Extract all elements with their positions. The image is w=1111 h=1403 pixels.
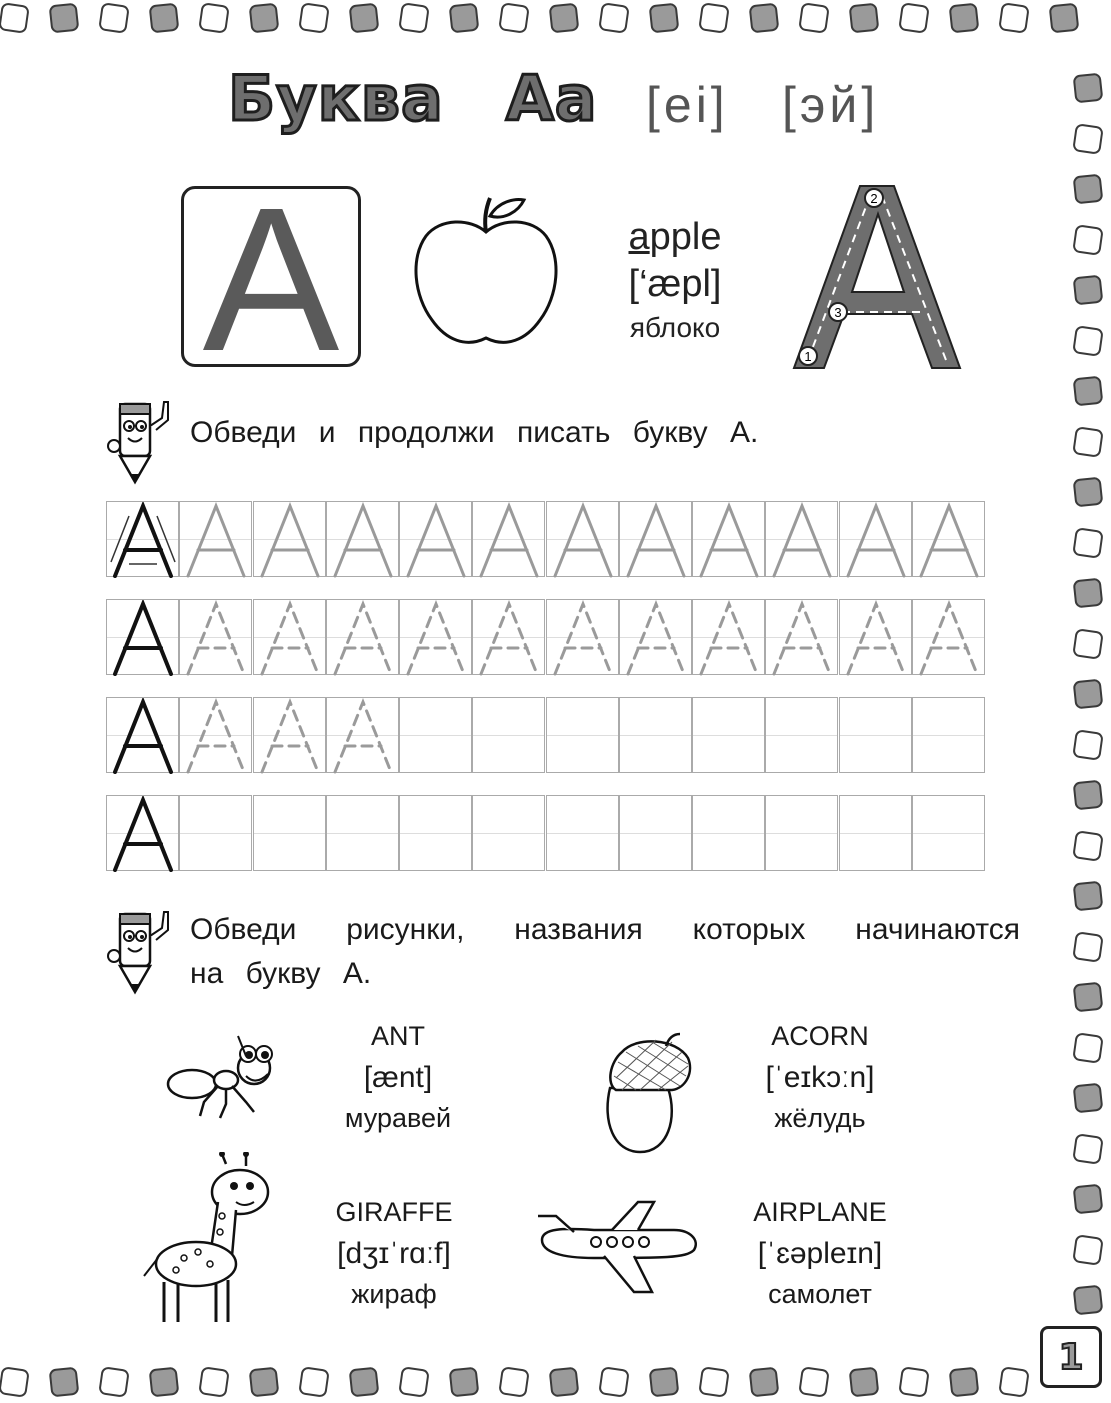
writing-cell[interactable]	[912, 697, 985, 773]
border-square-empty	[98, 2, 130, 34]
border-square-filled	[1073, 477, 1104, 508]
border-square-empty	[98, 1366, 130, 1398]
apple-icon	[410, 192, 562, 352]
writing-cell[interactable]	[546, 599, 619, 675]
border-square-empty	[0, 2, 30, 34]
task2-word: названия	[514, 913, 643, 946]
border-square-empty	[1072, 1234, 1104, 1266]
border-square-empty	[898, 2, 930, 34]
border-square-filled	[949, 1367, 980, 1398]
picture-word: AIRPLANE	[753, 1197, 887, 1227]
pencil-mascot-icon	[104, 906, 178, 996]
title-phonetic-ru: [эй]	[782, 77, 880, 133]
writing-cell[interactable]	[399, 599, 472, 675]
writing-cell[interactable]	[765, 501, 838, 577]
picture-word: ANT	[371, 1021, 425, 1051]
border-square-empty	[1072, 325, 1104, 357]
task2-line1	[190, 908, 1020, 952]
trace-letter-dashed	[620, 600, 693, 676]
border-square-filled	[849, 1367, 880, 1398]
task2-line2: на букву А.	[190, 957, 372, 990]
border-square-filled	[349, 3, 380, 34]
writing-cell[interactable]	[619, 599, 692, 675]
task2-word: начинаются	[855, 913, 1020, 946]
picture-transcription: [ænt]	[363, 1061, 433, 1094]
border-square-filled	[49, 1367, 80, 1398]
writing-cell[interactable]	[399, 795, 472, 871]
border-square-filled	[1073, 780, 1104, 811]
writing-cell[interactable]	[546, 501, 619, 577]
border-square-empty	[998, 1366, 1030, 1398]
border-square-filled	[1073, 881, 1104, 912]
trace-letter-dashed	[840, 600, 913, 676]
trace-letter-dashed	[693, 600, 766, 676]
border-square-filled	[1073, 275, 1104, 306]
acorn-icon[interactable]	[596, 1032, 696, 1156]
writing-cell[interactable]	[106, 501, 179, 577]
stroke-number: 1	[804, 349, 812, 364]
title-letter: Aa	[505, 62, 598, 135]
writing-cell[interactable]	[765, 599, 838, 675]
writing-cell[interactable]	[546, 697, 619, 773]
trace-letter-dashed	[180, 698, 253, 774]
picture-label-airplane	[720, 1192, 920, 1315]
border-square-filled	[749, 1367, 780, 1398]
border-square-empty	[0, 1366, 30, 1398]
border-square-filled	[149, 1367, 180, 1398]
border-square-empty	[398, 1366, 430, 1398]
border-square-filled	[249, 3, 280, 34]
stroke-order-letter	[790, 184, 962, 370]
border-square-filled	[49, 3, 80, 34]
trace-letter	[547, 502, 620, 578]
writing-cell[interactable]	[472, 697, 545, 773]
page-number: 1	[1040, 1326, 1102, 1388]
big-letter-card	[181, 186, 361, 367]
model-letter	[107, 600, 180, 676]
trace-letter	[840, 502, 913, 578]
trace-letter	[620, 502, 693, 578]
trace-letter-dashed	[766, 600, 839, 676]
border-square-empty	[1072, 931, 1104, 963]
writing-cell[interactable]	[692, 697, 765, 773]
writing-row	[106, 697, 985, 773]
border-square-empty	[498, 1366, 530, 1398]
border-square-empty	[698, 2, 730, 34]
border-square-empty	[598, 2, 630, 34]
intro-word	[600, 214, 750, 260]
task1-instruction: Обведи и продолжи писать букву А.	[190, 416, 759, 449]
border-square-filled	[1073, 1184, 1104, 1215]
trace-letter-dashed	[254, 600, 327, 676]
trace-letter	[327, 502, 400, 578]
writing-cell[interactable]	[326, 697, 399, 773]
writing-cell[interactable]	[399, 697, 472, 773]
task2-word: Обведи	[190, 913, 297, 946]
trace-letter	[254, 502, 327, 578]
writing-cell[interactable]	[692, 795, 765, 871]
border-square-filled	[149, 3, 180, 34]
border-square-filled	[1049, 3, 1080, 34]
stroke-number: 3	[834, 305, 842, 320]
ant-icon[interactable]	[160, 1032, 282, 1120]
writing-cell[interactable]	[106, 795, 179, 871]
writing-cell[interactable]	[839, 501, 912, 577]
picture-label-acorn	[720, 1016, 920, 1139]
border-square-empty	[598, 1366, 630, 1398]
picture-transcription: [ˈeɪkɔːn]	[765, 1061, 875, 1094]
writing-cell[interactable]	[912, 501, 985, 577]
writing-cell[interactable]	[326, 501, 399, 577]
writing-cell[interactable]	[619, 795, 692, 871]
border-square-empty	[698, 1366, 730, 1398]
intro-word-first-letter: a	[628, 216, 650, 258]
writing-cell[interactable]	[619, 697, 692, 773]
border-square-filled	[849, 3, 880, 34]
writing-cell[interactable]	[912, 599, 985, 675]
page-title	[228, 62, 598, 135]
border-square-filled	[1073, 982, 1104, 1013]
writing-cell[interactable]	[179, 795, 252, 871]
trace-letter	[180, 502, 253, 578]
writing-cell[interactable]	[253, 599, 326, 675]
writing-row	[106, 599, 985, 675]
model-letter	[107, 796, 180, 872]
stroke-number: 2	[870, 191, 878, 206]
border-square-filled	[1073, 578, 1104, 609]
writing-cell[interactable]	[326, 599, 399, 675]
task2-word: рисунки,	[346, 913, 465, 946]
writing-cell[interactable]	[619, 501, 692, 577]
trace-letter	[473, 502, 546, 578]
writing-cell[interactable]	[765, 795, 838, 871]
pencil-mascot-icon	[104, 396, 178, 486]
writing-cell[interactable]	[765, 697, 838, 773]
border-square-empty	[898, 1366, 930, 1398]
intro-transcription: [‘æpl]	[628, 263, 722, 305]
border-square-empty	[198, 2, 230, 34]
writing-cell[interactable]	[253, 795, 326, 871]
border-square-filled	[1073, 376, 1104, 407]
border-square-empty	[1072, 426, 1104, 458]
writing-cell[interactable]	[179, 501, 252, 577]
border-square-empty	[198, 1366, 230, 1398]
trace-letter-dashed	[547, 600, 620, 676]
border-square-filled	[749, 3, 780, 34]
picture-label-giraffe	[294, 1192, 494, 1315]
title-word: Буква	[228, 62, 444, 135]
border-square-empty	[798, 2, 830, 34]
border-square-filled	[549, 1367, 580, 1398]
task2-instruction	[190, 908, 1020, 996]
border-square-filled	[549, 3, 580, 34]
border-square-empty	[1072, 224, 1104, 256]
border-square-filled	[949, 3, 980, 34]
intro-word-rest: pple	[649, 216, 722, 258]
border-square-filled	[449, 3, 480, 34]
border-square-empty	[1072, 123, 1104, 155]
writing-cell[interactable]	[253, 697, 326, 773]
picture-word: GIRAFFE	[335, 1197, 453, 1227]
trace-letter-dashed	[400, 600, 473, 676]
border-square-empty	[498, 2, 530, 34]
border-square-empty	[398, 2, 430, 34]
big-letter: A	[202, 186, 340, 367]
writing-cell[interactable]	[472, 795, 545, 871]
trace-letter-dashed	[180, 600, 253, 676]
intro-translation: яблоко	[629, 312, 721, 343]
border-square-empty	[1072, 1133, 1104, 1165]
writing-cell[interactable]	[179, 599, 252, 675]
writing-cell[interactable]	[253, 501, 326, 577]
writing-cell[interactable]	[546, 795, 619, 871]
trace-letter	[913, 502, 986, 578]
border-square-filled	[649, 1367, 680, 1398]
picture-word: ACORN	[771, 1021, 869, 1051]
trace-letter-dashed	[254, 698, 327, 774]
trace-letter-dashed	[327, 698, 400, 774]
trace-letter	[400, 502, 473, 578]
writing-cell[interactable]	[692, 501, 765, 577]
writing-cell[interactable]	[179, 697, 252, 773]
border-square-filled	[1073, 679, 1104, 710]
border-square-filled	[1073, 1083, 1104, 1114]
title-phonetic-en: [ei]	[646, 77, 729, 133]
border-square-filled	[349, 1367, 380, 1398]
giraffe-icon[interactable]	[140, 1152, 270, 1328]
border-square-empty	[1072, 1032, 1104, 1064]
border-square-empty	[998, 2, 1030, 34]
writing-cell[interactable]	[472, 599, 545, 675]
writing-cell[interactable]	[839, 795, 912, 871]
border-square-filled	[1073, 1285, 1104, 1316]
writing-cell[interactable]	[326, 795, 399, 871]
writing-cell[interactable]	[912, 795, 985, 871]
border-square-empty	[798, 1366, 830, 1398]
airplane-icon[interactable]	[534, 1200, 702, 1296]
writing-cell[interactable]	[692, 599, 765, 675]
writing-row	[106, 795, 985, 871]
intro-word-block	[600, 214, 750, 348]
border-square-empty	[298, 1366, 330, 1398]
picture-label-ant	[300, 1016, 496, 1139]
picture-transcription: [dʒɪˈrɑːf]	[337, 1237, 451, 1270]
trace-letter	[766, 502, 839, 578]
model-letter	[107, 698, 180, 774]
trace-letter-dashed	[913, 600, 986, 676]
border-square-filled	[1073, 174, 1104, 205]
picture-transcription: [ˈɛəpleɪn]	[757, 1237, 883, 1270]
writing-cell[interactable]	[839, 697, 912, 773]
writing-cell[interactable]	[106, 697, 179, 773]
trace-letter-dashed	[473, 600, 546, 676]
border-square-empty	[298, 2, 330, 34]
writing-cell[interactable]	[472, 501, 545, 577]
writing-cell[interactable]	[839, 599, 912, 675]
picture-translation: жираф	[351, 1279, 437, 1309]
border-square-filled	[649, 3, 680, 34]
border-square-empty	[1072, 830, 1104, 862]
trace-letter-dashed	[327, 600, 400, 676]
border-square-filled	[449, 1367, 480, 1398]
border-square-filled	[249, 1367, 280, 1398]
border-square-filled	[1073, 73, 1104, 104]
writing-cell[interactable]	[106, 599, 179, 675]
picture-translation: жёлудь	[774, 1103, 866, 1133]
writing-cell[interactable]	[399, 501, 472, 577]
writing-row	[106, 501, 985, 577]
picture-translation: муравей	[344, 1103, 452, 1133]
task2-word: которых	[692, 913, 806, 946]
model-letter	[107, 502, 180, 578]
border-square-empty	[1072, 628, 1104, 660]
border-square-empty	[1072, 729, 1104, 761]
trace-letter	[693, 502, 766, 578]
picture-translation: самолет	[768, 1279, 872, 1309]
border-square-empty	[1072, 527, 1104, 559]
